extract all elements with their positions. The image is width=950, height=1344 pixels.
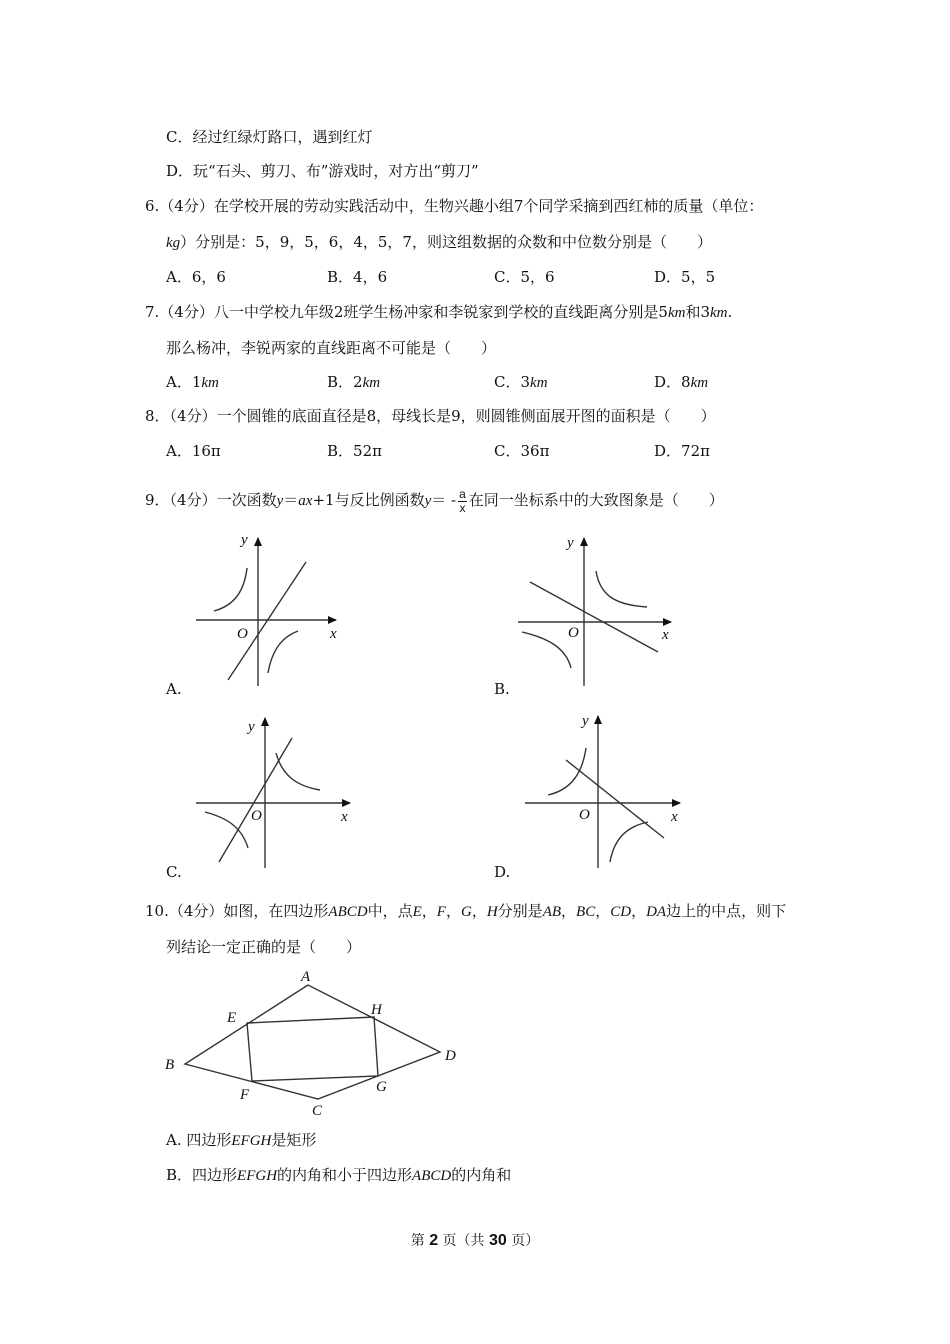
graph-a-line: [228, 562, 306, 680]
q10-option-b-efgh: EFGH: [237, 1168, 278, 1184]
q10-option-b-text3: 的内角和: [451, 1166, 512, 1184]
q10-text-a: 10.（4分）如图，在四边形: [145, 902, 329, 920]
q9-frac-num: a: [459, 486, 466, 501]
q9-graph-c: [196, 718, 350, 868]
q9-option-a: A.: [166, 680, 182, 698]
q9-graph-a: [196, 538, 336, 686]
q10-comma-6: ，: [631, 902, 647, 920]
q7-option-a-unit: km: [201, 375, 219, 391]
graph-a-hyperbola-upper: [214, 568, 247, 611]
q9-graph-b: [518, 538, 671, 686]
q10-option-a: [166, 1130, 316, 1151]
q9-option-b: B.: [494, 680, 510, 698]
q10-comma-3: ，: [471, 902, 487, 920]
vertex-d-label: D: [445, 1048, 456, 1064]
graph-c-line: [219, 738, 292, 862]
graph-d-hyperbola-lower: [610, 822, 648, 862]
q7-option-c-unit: km: [530, 375, 548, 391]
graph-c-hyperbola-upper: [276, 753, 320, 790]
q9-text-plus1: +1与反比例函数: [312, 491, 425, 509]
graph-a-x-label: x: [330, 626, 337, 642]
vertex-f-label: F: [240, 1087, 250, 1103]
q5-option-d: D．玩“石头、剪刀、布”游戏时，对方出“剪刀”: [166, 162, 479, 180]
q9-option-d: D.: [494, 863, 511, 881]
q7-option-b-unit: km: [362, 375, 381, 391]
q10-text-d: 边上的中点，则下: [666, 902, 787, 920]
q7-option-c-label: C．3: [494, 373, 531, 391]
q9-text-post: 在同一坐标系中的大致图象是（ ）: [468, 491, 724, 509]
q10-stem-line2: 列结论一定正确的是（ ）: [166, 938, 362, 956]
q10-option-a-text2: 是矩形: [271, 1131, 317, 1149]
graph-c-x-label: x: [341, 809, 348, 825]
footer-mid: 页（共: [442, 1233, 485, 1249]
q9-graph-d: [525, 716, 680, 868]
q8-option-d: D．72π: [654, 442, 710, 460]
q10-figure: [185, 985, 440, 1099]
q8-option-b: B．52π: [327, 442, 382, 460]
q10-text-b: 中，点: [367, 902, 413, 920]
q10-abcd: ABCD: [328, 904, 368, 920]
q7-option-d-label: D．8: [654, 373, 691, 391]
q10-comma-2: ，: [445, 902, 461, 920]
graph-c-hyperbola-lower: [205, 812, 248, 848]
graph-d-line: [566, 760, 664, 838]
vertex-h-label: H: [371, 1002, 382, 1018]
vertex-e-label: E: [227, 1010, 237, 1026]
q7-option-b-label: B．2: [327, 373, 363, 391]
q9-var-y2: y: [424, 493, 432, 509]
q6-option-d: D．5，5: [654, 268, 716, 286]
q10-g: G: [460, 904, 472, 920]
graph-b-x-label: x: [662, 627, 669, 643]
q10-option-b-text1: B．四边形: [166, 1166, 238, 1184]
vertex-b-label: B: [165, 1057, 175, 1073]
q6-unit: kg: [166, 235, 181, 251]
footer-post: 页）: [511, 1233, 540, 1249]
q6-stem-line2-text: ）分别是：5，9，5，6，4，5，7，则这组数据的众数和中位数分别是（ ）: [180, 233, 712, 251]
q7-option-d-unit: km: [690, 375, 709, 391]
page-footer: [0, 1230, 950, 1250]
q7-option-a-label: A．1: [166, 373, 202, 391]
q6-option-b: B．4，6: [327, 268, 388, 286]
q10-bc: BC: [576, 904, 596, 920]
q10-comma-4: ，: [561, 902, 577, 920]
graph-a-hyperbola-lower: [268, 631, 298, 673]
q7-text-b: 和3: [685, 303, 710, 321]
q9-eq1: ＝: [283, 491, 299, 509]
q8-option-c: C．36π: [494, 442, 550, 460]
graph-b-origin: O: [568, 625, 579, 641]
footer-page-number: 2: [429, 1232, 439, 1249]
q10-da: DA: [646, 904, 667, 920]
q10-option-b-text2: 的内角和小于四边形: [277, 1166, 413, 1184]
vertex-c-label: C: [312, 1103, 323, 1119]
q10-stem-line1: [145, 901, 786, 922]
q8-option-a: A．16π: [166, 442, 221, 460]
q9-var-y1: y: [276, 493, 284, 509]
graph-d-x-label: x: [671, 809, 678, 825]
q10-h: H: [486, 904, 498, 920]
graph-c-y-label: y: [248, 719, 255, 735]
footer-pre: 第: [410, 1233, 425, 1249]
q10-option-b-abcd: ABCD: [412, 1168, 452, 1184]
graph-b-hyperbola-upper: [596, 571, 647, 607]
graph-a-origin: O: [237, 626, 248, 642]
q10-comma-1: ，: [421, 902, 437, 920]
graph-a-y-label: y: [241, 532, 248, 548]
q7-unit-2: km: [710, 305, 728, 321]
q10-cd: CD: [610, 904, 632, 920]
q10-option-b: [166, 1165, 511, 1186]
q7-unit-1: km: [667, 305, 686, 321]
q10-e: E: [412, 904, 422, 920]
q9-frac-den: x: [459, 500, 466, 515]
q7-text-a: 7.（4分）八一中学校九年级2班学生杨冲家和李锐家到学校的直线距离分别是5: [145, 303, 668, 321]
footer-total-pages: 30: [489, 1232, 507, 1249]
graph-b-y-label: y: [567, 535, 574, 551]
q10-f: F: [436, 904, 446, 920]
q9-var-ax: ax: [298, 493, 313, 509]
graph-d-y-label: y: [582, 713, 589, 729]
vertex-a-label: A: [301, 969, 311, 985]
quadrilateral-efgh: [247, 1017, 378, 1081]
q10-ab: AB: [542, 904, 562, 920]
q10-option-a-text1: A. 四边形: [166, 1131, 232, 1149]
q5-option-c: C．经过红绿灯路口，遇到红灯: [166, 128, 373, 146]
q10-option-a-efgh: EFGH: [231, 1133, 272, 1149]
q9-option-c: C.: [166, 863, 182, 881]
quadrilateral-abcd: [185, 985, 440, 1099]
graph-b-hyperbola-lower: [522, 632, 571, 668]
q10-text-c: 分别是: [497, 902, 543, 920]
graph-d-origin: O: [579, 807, 590, 823]
q7-text-c: .: [727, 303, 733, 321]
q8-stem: 8．（4分）一个圆锥的底面直径是8，母线长是9，则圆锥侧面展开图的面积是（ ）: [145, 407, 716, 425]
q9-text-pre: 9．（4分）一次函数: [145, 491, 277, 509]
vertex-g-label: G: [376, 1079, 387, 1095]
q10-comma-5: ，: [595, 902, 611, 920]
q6-stem-line1: 6.（4分）在学校开展的劳动实践活动中，生物兴趣小组7个同学采摘到西红柿的质量（单位：: [145, 197, 764, 215]
q9-eq2: ＝ -: [431, 491, 457, 509]
graph-c-origin: O: [251, 808, 262, 824]
q6-option-c: C．5，6: [494, 268, 555, 286]
q7-stem-line2: 那么杨冲，李锐两家的直线距离不可能是（ ）: [166, 339, 497, 357]
q6-option-a: A．6，6: [166, 268, 226, 286]
